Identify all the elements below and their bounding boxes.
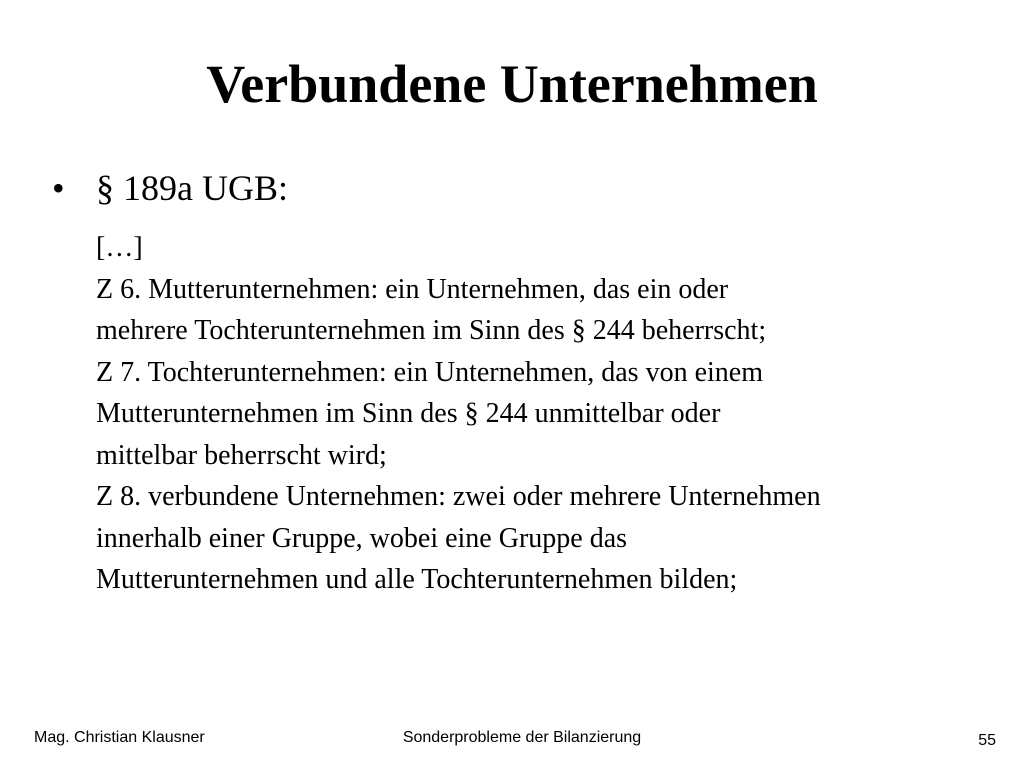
- bullet-text: § 189a UGB:: [96, 168, 288, 208]
- quote-line-z7-1: Z 7. Tochterunternehmen: ein Unternehmen, das von einem: [96, 356, 763, 388]
- quote-line-z7-2: Mutterunternehmen im Sinn des § 244 unmittelbar oder: [96, 398, 721, 429]
- quote-line-ellipsis: […]: [96, 232, 143, 263]
- bullet-symbol: •: [52, 168, 65, 208]
- quote-line-z8-2: innerhalb einer Gruppe, wobei eine Gruppe das: [96, 522, 628, 554]
- footer-page-number: 55: [978, 732, 996, 749]
- footer-author: Mag. Christian Klausner: [34, 729, 205, 746]
- legal-quote: [96, 227, 996, 601]
- bullet-item: [52, 163, 288, 213]
- slide-title: Verbundene Unternehmen: [206, 54, 818, 114]
- quote-line-z6-2: mehrere Tochterunternehmen im Sinn des § 244 beherrscht;: [96, 315, 767, 346]
- quote-line-z8-1: Z 8. verbundene Unternehmen: zwei oder mehrere Unternehmen: [96, 481, 821, 512]
- quote-line-z8-3: Mutterunternehmen und alle Tochterunternehmen bilden;: [96, 564, 738, 595]
- quote-line-z7-3: mittelbar beherrscht wird;: [96, 439, 387, 471]
- footer-topic: Sonderprobleme der Bilanzierung: [402, 729, 642, 746]
- quote-line-z6-1: Z 6. Mutterunternehmen: ein Unternehmen, das ein oder: [96, 273, 729, 305]
